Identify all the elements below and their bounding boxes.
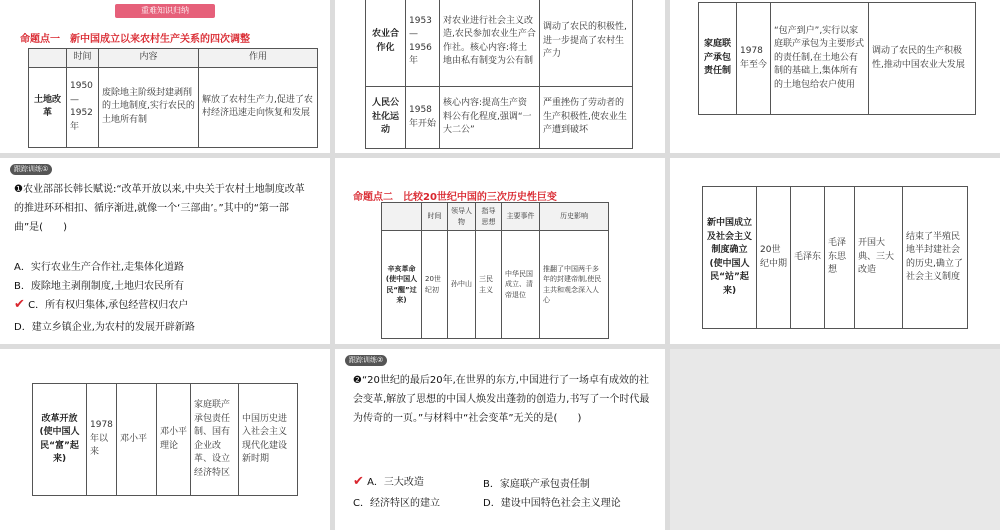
question-1-text: ❶农业部部长韩长赋说:“改革开放以来,中央关于农村土地制度改革的推进环环相扣、循序渐进,就像一个‘三部曲’。”其中的“第一部曲”是( ) — [14, 184, 305, 233]
section-banner: 重难知识归纳 — [115, 4, 215, 18]
option-d[interactable]: D．建设中国特色社会主义理论 — [483, 498, 621, 509]
table-row: 辛亥革命(使中国人民“醒”过来) 20世纪初 孙中山 三民主义 中华民国成立、清帝退位 推翻了中国两千多年的封建帝制,使民主共和观念深入人心 — [382, 231, 609, 339]
option-b[interactable]: B．废除地主剥削制度,土地归农民所有 — [14, 281, 185, 292]
table-row: 农业合作化 1953—1956年 对农业进行社会主义改造,农民参加农业生产合作社。核心内容:将土地由私有制变为公有制 调动了农民的积极性,进一步提高了农村生产力 — [366, 0, 633, 87]
question-2-text: ❷“20世纪的最后20年,在世界的东方,中国进行了一场卓有成效的社会变革,解放了思想的中国人焕发出蓬勃的创造力,书写了一个时代最为传奇的一页。”与材料中“社会变革”无关的是( ) — [353, 375, 650, 424]
check-mark-icon: ✔ — [353, 474, 364, 489]
option-c[interactable]: ✔ C．所有权归集体,承包经营权归农户 — [14, 297, 189, 312]
table-row: 土地改革 1950—1952年 废除地主阶级封建剥削的土地制度,实行农民的土地所有制 解放了农村生产力,促进了农村经济迅速走向恢复和发展 — [29, 67, 318, 147]
empty-slide — [670, 349, 1000, 530]
practice-tag: 跟踪训练② — [345, 355, 387, 366]
topic-title-2: 命题点二 比较20世纪中国的三次历史性巨变 — [353, 192, 557, 203]
history-table-part3 — [32, 383, 298, 496]
option-d[interactable]: D．建立乡镇企业,为农村的发展开辟新路 — [14, 322, 195, 333]
option-a[interactable]: A．实行农业生产合作社,走集体化道路 — [14, 262, 185, 273]
reform-table-part2 — [365, 0, 633, 149]
table-header-row: 时间 领导人物 指导思想 主要事件 历史影响 — [382, 203, 609, 231]
option-a[interactable]: ✔ A．三大改造 — [353, 474, 424, 489]
table-row: 新中国成立及社会主义制度确立(使中国人民“站”起来) 20世纪中期 毛泽东 毛泽东思想 开国大典、三大改造 结束了半殖民地半封建社会的历史,确立了社会主义制度 — [703, 187, 968, 329]
option-b[interactable]: B．家庭联产承包责任制 — [483, 479, 590, 490]
table-row: 家庭联产承包责任制 1978年至今 “包产到户”,实行以家庭联产承包为主要形式的责任制,在土地公有制的基础上,集体所有的土地包给农户使用 调动了农民的生产积极性,推动中国农业大发展 — [699, 3, 976, 115]
history-table-part2 — [702, 186, 968, 329]
slide-4 — [0, 158, 330, 344]
topic-title-1: 命题点一 新中国成立以来农村生产关系的四次调整 — [20, 34, 250, 45]
practice-tag: 跟踪训练① — [10, 164, 52, 175]
slide-5 — [335, 158, 665, 344]
slide-7 — [0, 349, 330, 530]
check-mark-icon: ✔ — [14, 297, 25, 312]
slide-1 — [0, 0, 330, 153]
slide-3 — [670, 0, 1000, 153]
slide-8 — [335, 349, 665, 530]
history-table-part1 — [381, 202, 609, 339]
table-row: 改革开放(使中国人民“富”起来) 1978年以来 邓小平 邓小平理论 家庭联产承包责任制、国有企业改革、设立经济特区 中国历史进入社会主义现代化建设新时期 — [33, 384, 298, 496]
table-header-row: 时间 内容 作用 — [29, 49, 318, 68]
reform-table-part3 — [698, 2, 976, 115]
option-c[interactable]: C．经济特区的建立 — [353, 498, 440, 509]
table-row: 人民公社化运动 1958年开始 核心内容:提高生产资料公有化程度,强调“一大二公” 严重挫伤了劳动者的生产积极性,使农业生产遭到破坏 — [366, 87, 633, 149]
slide-6 — [670, 158, 1000, 344]
slide-2 — [335, 0, 665, 153]
reform-table-part1 — [28, 48, 318, 148]
